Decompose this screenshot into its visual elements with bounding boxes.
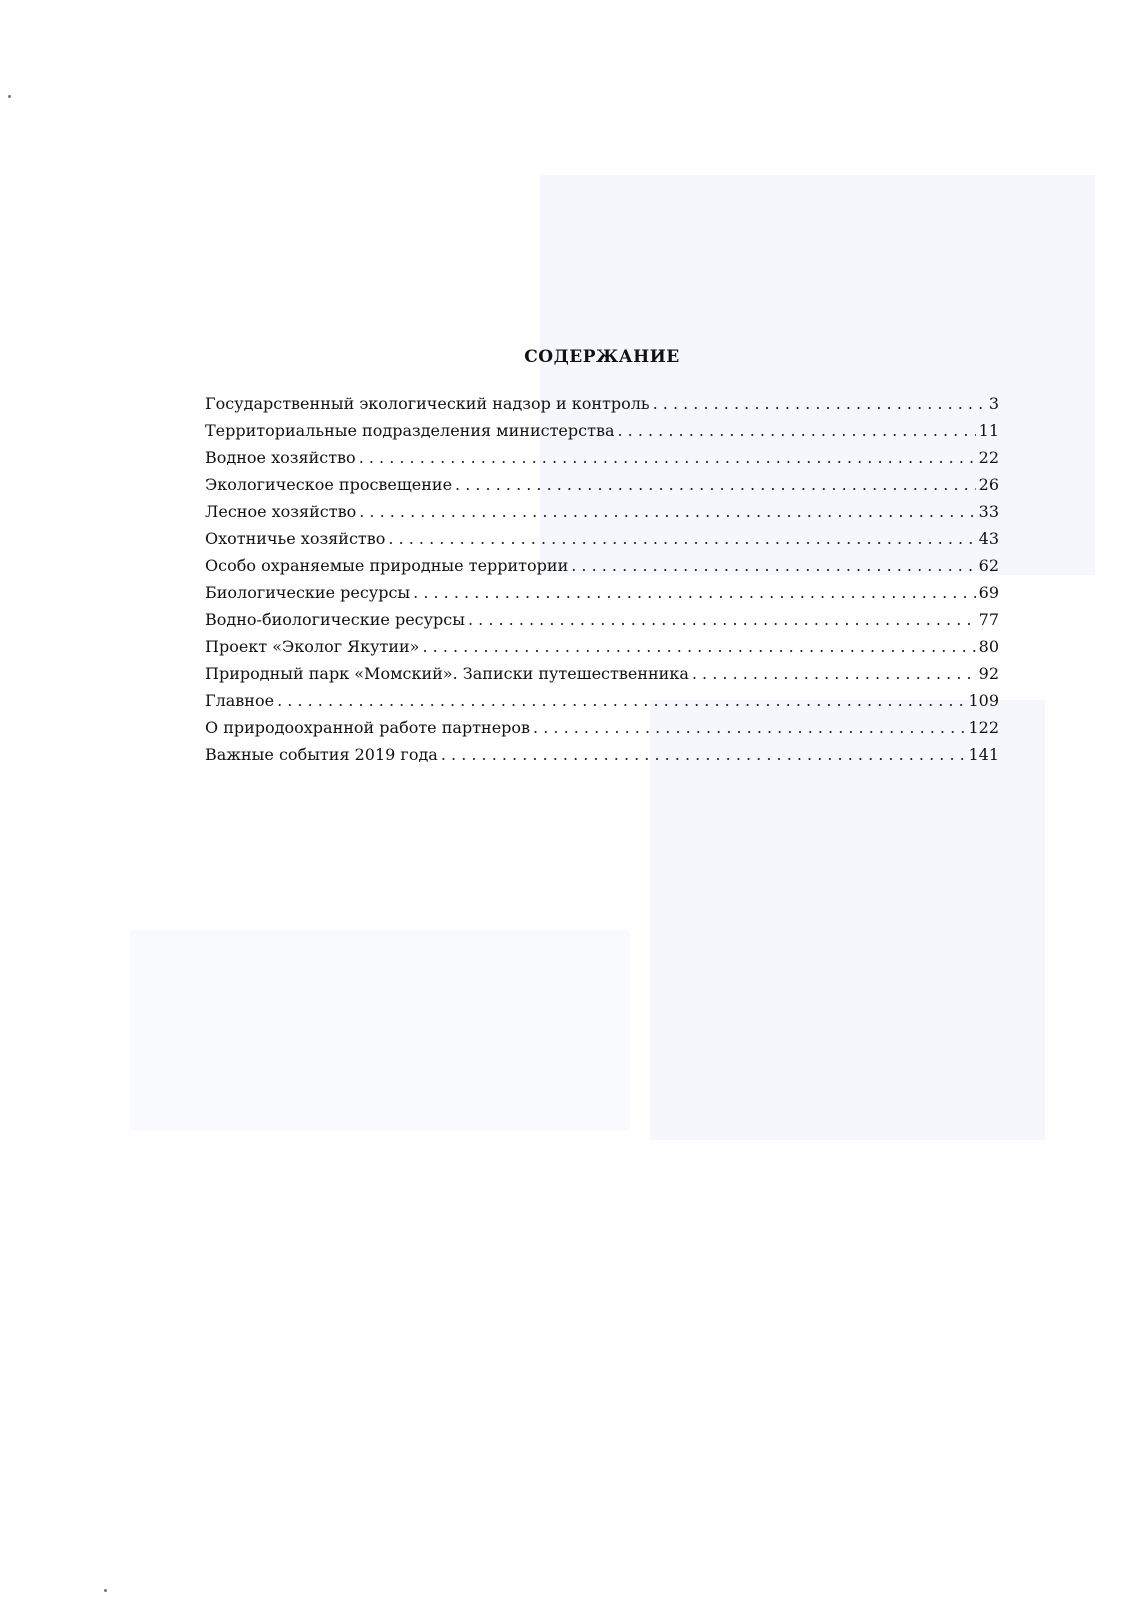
- toc-entry-page: 69: [978, 583, 999, 602]
- toc-entry: [205, 552, 999, 579]
- toc-entry-title: Лесное хозяйство: [205, 502, 357, 521]
- toc-entry-title: Главное: [205, 691, 275, 710]
- toc-entry-title: Территориальные подразделения министерства: [205, 421, 615, 440]
- toc-entry-title: Биологические ресурсы: [205, 583, 411, 602]
- toc-leader-dots: [422, 633, 975, 660]
- toc-leader-dots: [571, 552, 975, 579]
- toc-entry: [205, 417, 999, 444]
- toc-entry-page: 77: [978, 610, 999, 629]
- toc-entry-title: Охотничье хозяйство: [205, 529, 386, 548]
- toc-entry-page: 3: [988, 394, 999, 413]
- toc-entry-page: 22: [978, 448, 999, 467]
- toc-entry-title: Экологическое просвещение: [205, 475, 453, 494]
- toc-entry: [205, 498, 999, 525]
- toc-entry: [205, 390, 999, 417]
- toc-entry-title: Водное хозяйство: [205, 448, 356, 467]
- toc-entry-page: 80: [978, 637, 999, 656]
- toc-entry: [205, 579, 999, 606]
- toc-entry-page: 109: [968, 691, 999, 710]
- show-through-background: [130, 930, 630, 1130]
- toc-leader-dots: [359, 498, 975, 525]
- toc-entry-page: 43: [978, 529, 999, 548]
- toc-entry: [205, 660, 999, 687]
- toc-entry: [205, 606, 999, 633]
- toc-entry: [205, 741, 999, 768]
- toc-entry-page: 92: [978, 664, 999, 683]
- toc-entry-title: Государственный экологический надзор и контроль: [205, 394, 650, 413]
- toc-entry-page: 62: [978, 556, 999, 575]
- toc-entry-title: Природный парк «Момский». Записки путешественника: [205, 664, 689, 683]
- toc-entry-page: 141: [968, 745, 999, 764]
- table-of-contents: [205, 346, 999, 768]
- toc-leader-dots: [388, 525, 975, 552]
- toc-heading: СОДЕРЖАНИЕ: [524, 347, 680, 367]
- toc-leader-dots: [359, 444, 976, 471]
- toc-leader-dots: [692, 660, 976, 687]
- toc-entry: [205, 633, 999, 660]
- toc-leader-dots: [441, 741, 966, 768]
- toc-leader-dots: [455, 471, 976, 498]
- toc-leader-dots: [413, 579, 975, 606]
- toc-entry-page: 26: [978, 475, 999, 494]
- toc-entry-title: Особо охраняемые природные территории: [205, 556, 569, 575]
- toc-leader-dots: [653, 390, 986, 417]
- toc-entry: [205, 714, 999, 741]
- paper-speck: [8, 95, 11, 98]
- toc-entry-page: 122: [968, 718, 999, 737]
- toc-leader-dots: [617, 417, 975, 444]
- toc-entry-page: 11: [978, 421, 999, 440]
- toc-entry-title: Проект «Эколог Якутии»: [205, 637, 420, 656]
- toc-leader-dots: [277, 687, 965, 714]
- toc-entry-page: 33: [978, 502, 999, 521]
- toc-entry-title: Водно-биологические ресурсы: [205, 610, 465, 629]
- toc-entry: [205, 471, 999, 498]
- toc-entry: [205, 687, 999, 714]
- toc-leader-dots: [468, 606, 976, 633]
- toc-entry-title: Важные события 2019 года: [205, 745, 438, 764]
- toc-entry: [205, 444, 999, 471]
- toc-list: [205, 390, 999, 768]
- paper-speck: [104, 1589, 107, 1592]
- toc-entry-title: О природоохранной работе партнеров: [205, 718, 531, 737]
- toc-entry: [205, 525, 999, 552]
- toc-leader-dots: [533, 714, 965, 741]
